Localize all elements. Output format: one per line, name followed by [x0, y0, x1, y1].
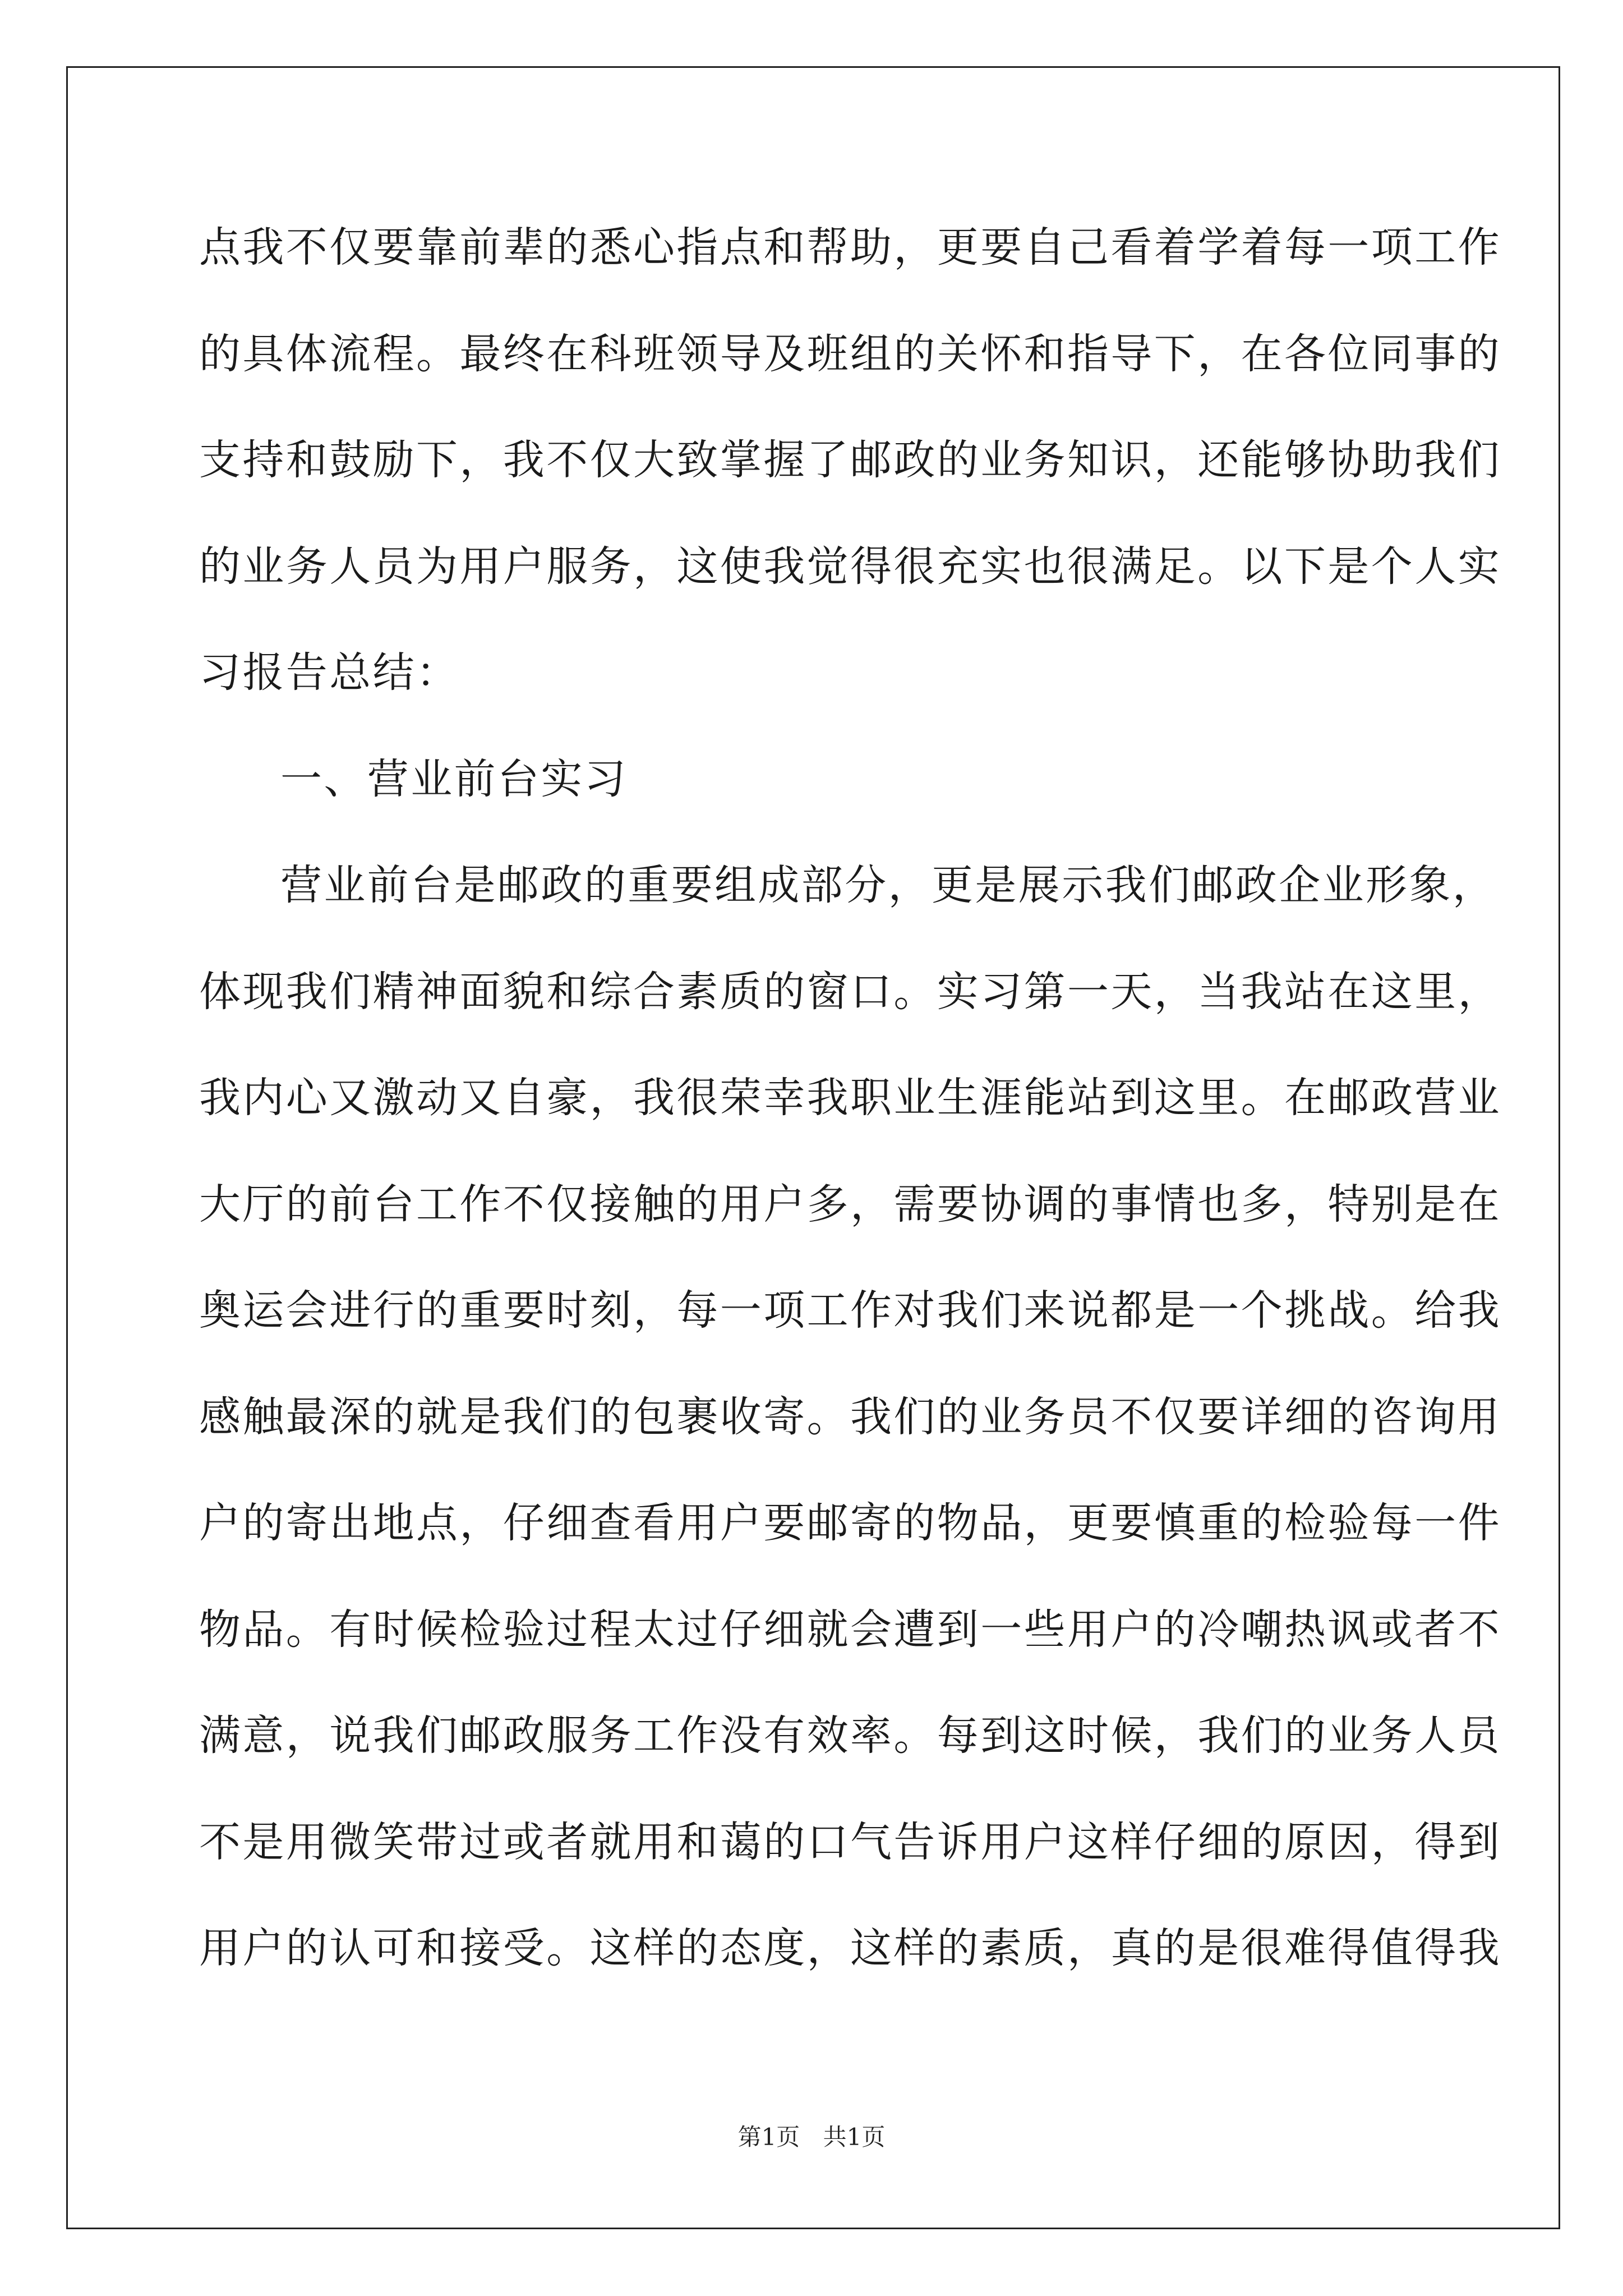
paragraph-line: 的具体流程。最终在科班领导及班组的关怀和指导下，在各位同事的	[199, 330, 1501, 378]
page-border	[66, 66, 1560, 2229]
paragraph-line: 我内心又激动又自豪，我很荣幸我职业生涯能站到这里。在邮政营业	[199, 1074, 1501, 1122]
paragraph-line: 体现我们精神面貌和综合素质的窗口。实习第一天，当我站在这里，	[199, 968, 1501, 1016]
paragraph-line: 支持和鼓励下，我不仅大致掌握了邮政的业务知识，还能够协助我们	[199, 436, 1501, 484]
paragraph-line: 满意，说我们邮政服务工作没有效率。每到这时候，我们的业务人员	[199, 1711, 1501, 1760]
paragraph-line: 的业务人员为用户服务，这使我觉得很充实也很满足。以下是个人实	[199, 542, 1501, 591]
paragraph-line: 奥运会进行的重要时刻，每一项工作对我们来说都是一个挑战。给我	[199, 1286, 1501, 1335]
paragraph-line: 用户的认可和接受。这样的态度，这样的素质，真的是很难得值得我	[199, 1924, 1501, 1972]
paragraph-line: 点我不仅要靠前辈的悉心指点和帮助，更要自己看着学着每一项工作	[199, 223, 1501, 272]
paragraph-line: 物品。有时候检验过程太过仔细就会遭到一些用户的冷嘲热讽或者不	[199, 1605, 1501, 1654]
page-number: 第1页	[737, 2123, 800, 2151]
paragraph-line: 习报告总结：	[199, 648, 460, 697]
page-footer	[0, 2120, 1623, 2154]
paragraph-line: 感触最深的就是我们的包裹收寄。我们的业务员不仅要详细的咨询用	[199, 1393, 1501, 1441]
page-total: 共1页	[823, 2123, 886, 2151]
paragraph-line: 营业前台是邮政的重要组成部分，更是展示我们邮政企业形象，	[280, 861, 1496, 909]
paragraph-line: 户的寄出地点，仔细查看用户要邮寄的物品，更要慎重的检验每一件	[199, 1499, 1501, 1547]
section-heading: 一、营业前台实习	[280, 755, 628, 803]
paragraph-line: 不是用微笑带过或者就用和蔼的口气告诉用户这样仔细的原因，得到	[199, 1818, 1501, 1866]
paragraph-line: 大厅的前台工作不仅接触的用户多，需要协调的事情也多，特别是在	[199, 1180, 1501, 1228]
